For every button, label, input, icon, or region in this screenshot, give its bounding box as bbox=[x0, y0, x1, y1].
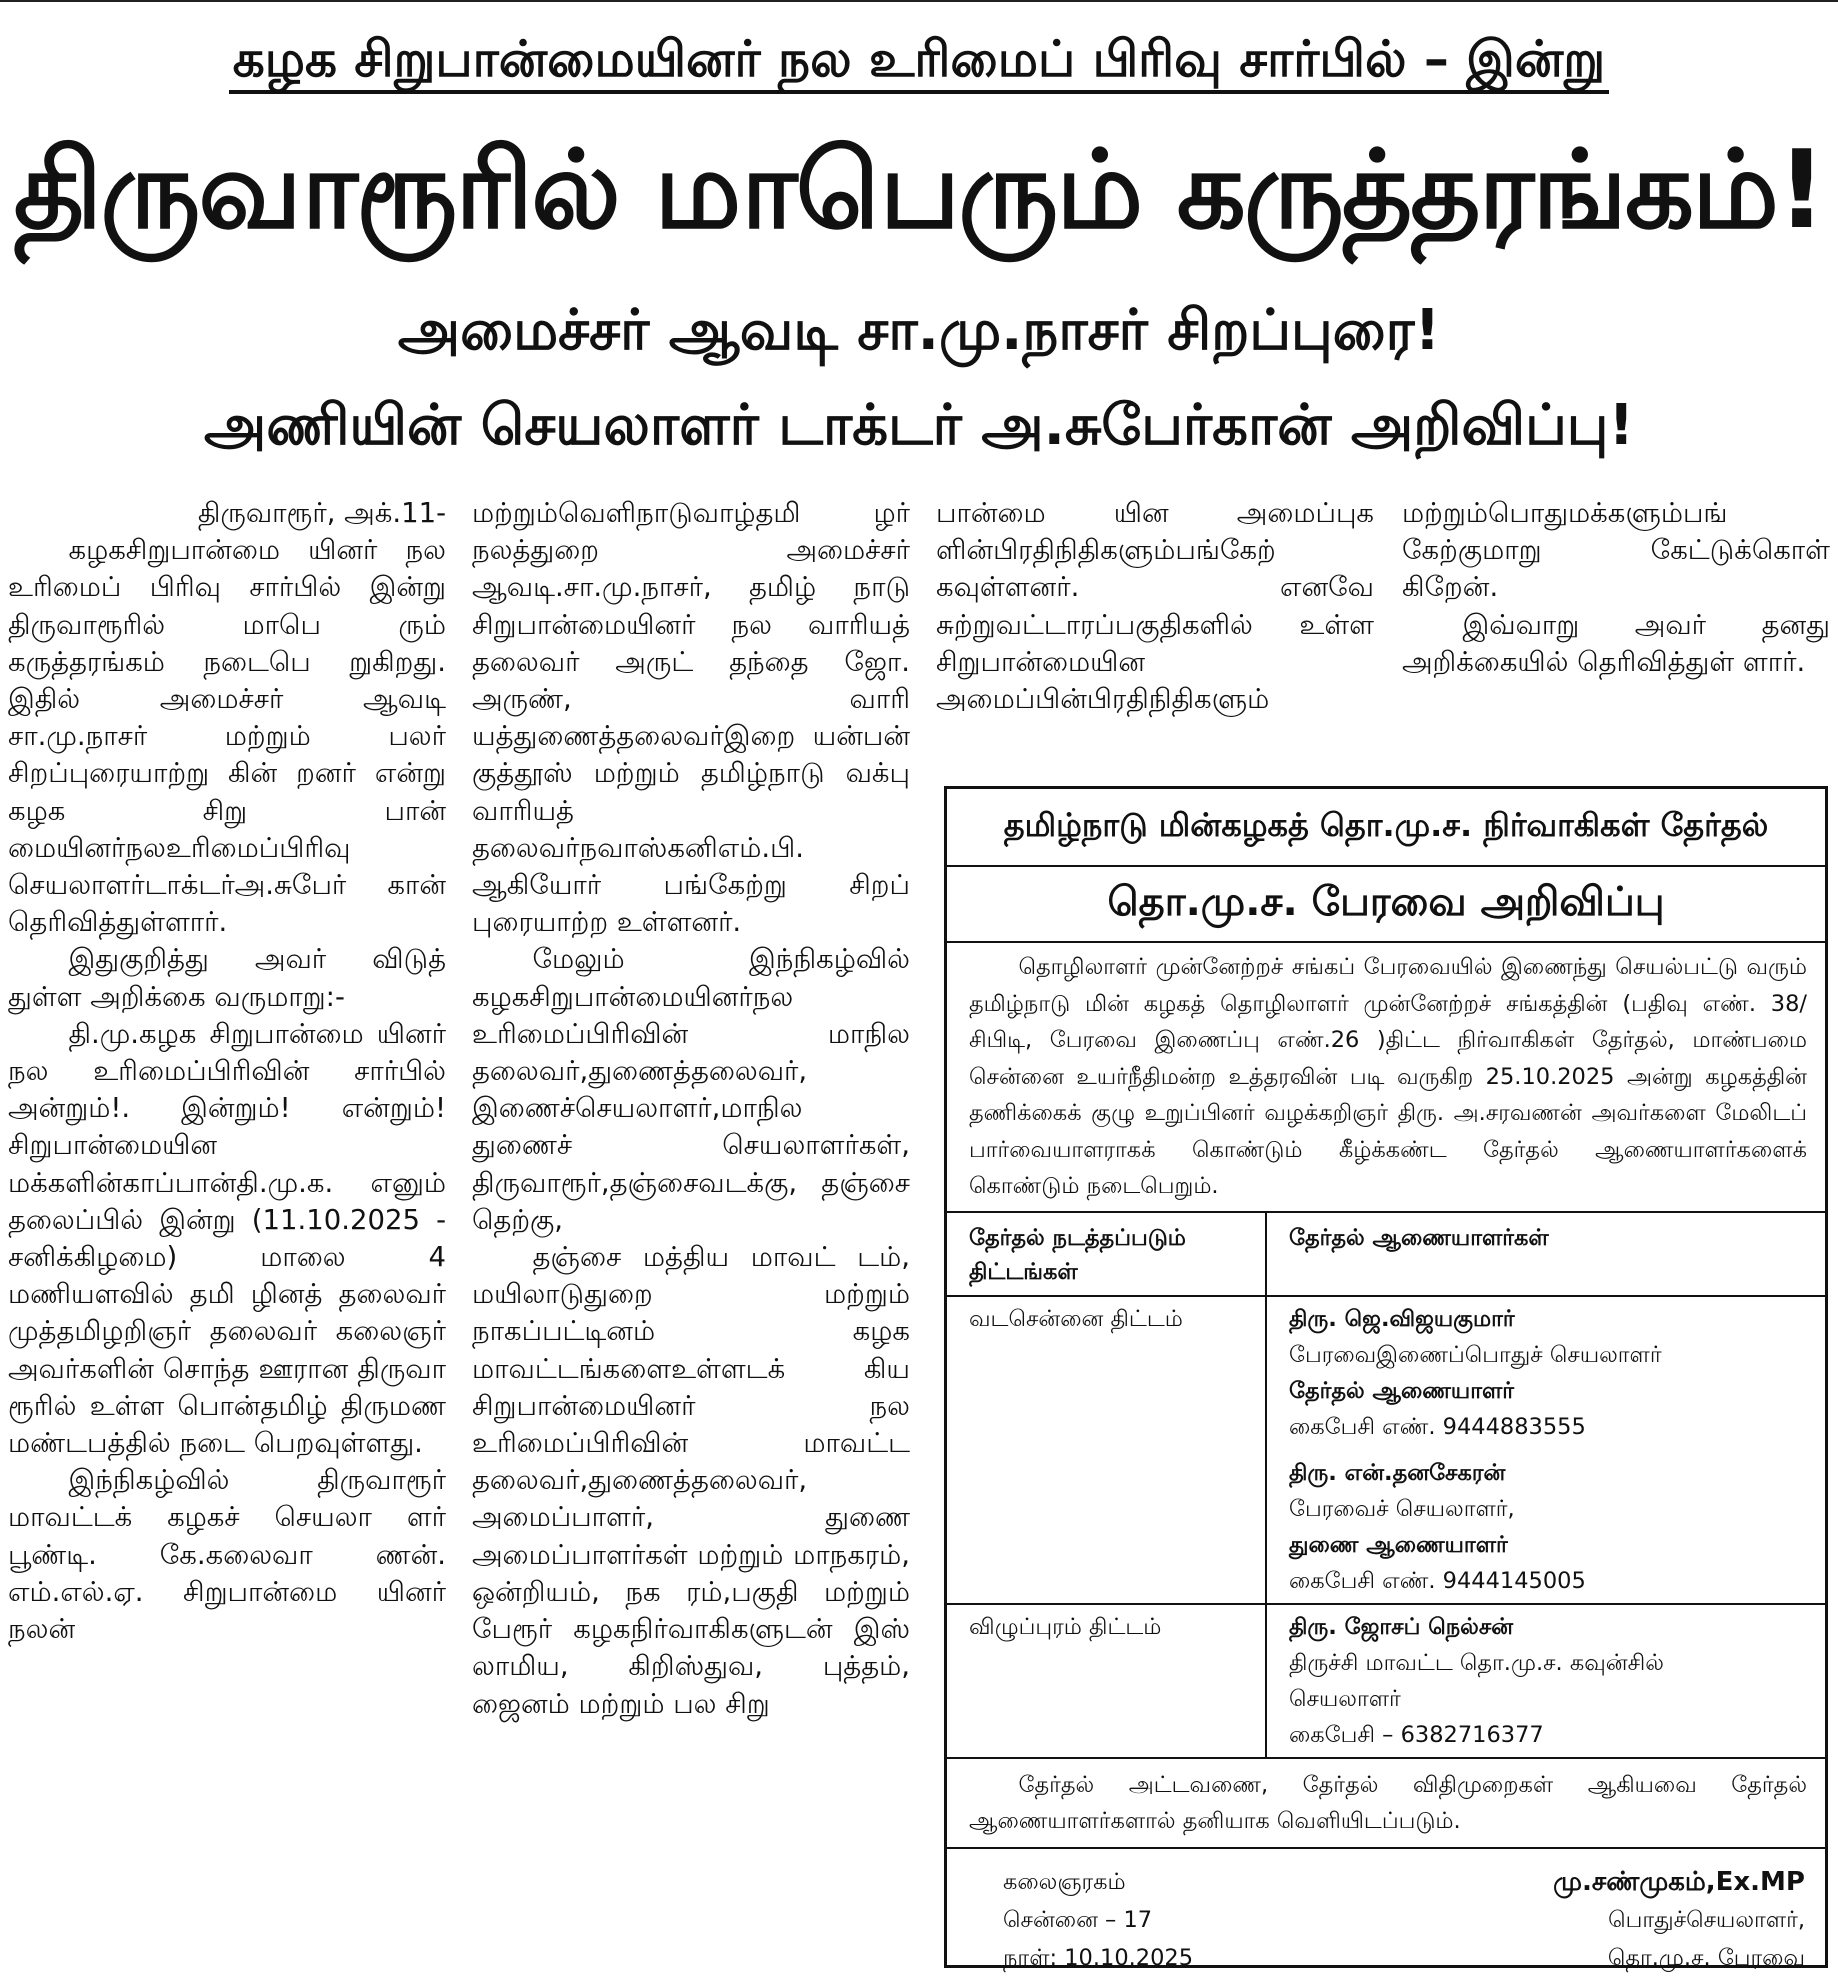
article-paragraph: பான்மை யின அமைப்புக ளின்பிரதிநிதிகளும்பங்கேற் கவுள்ளனர். எனவே சுற்றுவட்டாரப்பகுதிகளில் உள்ள சிறுபான்மையின அமைப்பின்பிரதிநிதிகளும் bbox=[936, 497, 1374, 716]
signatory-name: மு.சண்முகம்,Ex.MP bbox=[1553, 1866, 1805, 1897]
notice-body-text: தொழிலாளர் முன்னேற்றச் சங்கப் பேரவையில் இணைந்து செயல்பட்டு வரும் தமிழ்நாடு மின் கழகத் தொழிலாளர் முன்னேற்றச் சங்கத்தின் (பதிவு எண். 38/சிபிடி, பேரவை இணைப்பு எண்.26 )திட்ட நிர்வாகிகள் தேர்தல், மாண்பமை சென்னை உயர்நீதிமன்ற உத்தரவின் படி வருகிற 25.10.2025 அன்று கழகத்தின் தணிக்கைக் குழு உறுப்பினர் வழக்கறிஞர் திரு. அ.சரவணன் அவர்களை மேலிடப் பார்வையாளராகக் கொண்டும் கீழ்க்கண்ட தேர்தல் ஆணையாளர்களைக் கொண்டும் நடைபெறும். bbox=[969, 954, 1807, 1199]
table-header-officers: தேர்தல் ஆணையாளர்கள் bbox=[1266, 1213, 1825, 1296]
officer-post: பேரவைஇணைப்பொதுச் செயலாளர் bbox=[1289, 1341, 1662, 1368]
signatory-org: தொ.மு.ச. பேரவை bbox=[1607, 1944, 1805, 1971]
article-paragraph: இதுகுறித்து அவர் விடுத் துள்ள அறிக்கை வருமாறு:- bbox=[8, 943, 446, 1013]
officer-role: தேர்தல் ஆணையாளர் bbox=[1289, 1377, 1515, 1404]
dateline: திருவாரூர், அக்.11- bbox=[197, 497, 446, 529]
district-cell: விழுப்புரம் திட்டம் bbox=[947, 1604, 1266, 1758]
kicker-text: கழக சிறுபான்மையினர் நல உரிமைப் பிரிவு சார்பில் – இன்று bbox=[229, 30, 1609, 94]
officer-name: திரு. ஜெ.விஜயகுமார் bbox=[1289, 1305, 1515, 1332]
article-paragraph: கழகசிறுபான்மை யினர் நல உரிமைப் பிரிவு சார்பில் இன்று திருவாரூரில் மாபெ ரும் கருத்தரங்கம் நடைபெ றுகிறது. இதில் அமைச்சர் ஆவடி சா.மு.நாசர் மற்றும் பலர் சிறப்புரையாற்று கின் றனர் என்று கழக சிறு பான் மையினர்நலஉரிமைப்பிரிவு செயலாளர்டாக்டர்அ.சுபேர் கான் தெரிவித்துள்ளார். bbox=[8, 534, 446, 939]
article-paragraph: மற்றும்பொதுமக்களும்பங் கேற்குமாறு கேட்டுக்கொள் கிறேன். bbox=[1402, 497, 1830, 604]
officer-post: செயலாளர் bbox=[1289, 1685, 1401, 1712]
officers-cell bbox=[1266, 1296, 1825, 1604]
table-header-row bbox=[947, 1213, 1825, 1296]
subheadline-2: அணியின் செயலாளர் டாக்டர் அ.சுபேர்கான் அறிவிப்பு! bbox=[203, 393, 1635, 458]
officer-phone: கைபேசி எண். 9444883555 bbox=[1289, 1413, 1586, 1440]
sign-city: சென்னை – 17 bbox=[1003, 1906, 1153, 1933]
sign-date: நாள்: 10.10.2025 bbox=[1003, 1944, 1194, 1971]
article-paragraph: தி.மு.கழக சிறுபான்மை யினர் நல உரிமைப்பிரிவின் சார்பில் அன்றும்!. இன்றும்! என்றும்! சிறுபான்மையின மக்களின்காப்பான்தி.மு.க. எனும் தலைப்பில் இன்று (11.10.2025 - சனிக்கிழமை) மாலை 4 மணியளவில் தமி ழினத் தலைவர் முத்தமிழறிஞர் தலைவர் கலைஞர் அவர்களின் சொந்த ஊரான திருவா ரூரில் உள்ள பொன்தமிழ் திருமண மண்டபத்தில் நடை பெறவுள்ளது. bbox=[8, 1017, 446, 1460]
district-cell: வடசென்னை திட்டம் bbox=[947, 1296, 1266, 1604]
article-paragraph: மற்றும்வெளிநாடுவாழ்தமி ழர் நலத்துறை அமைச்சர் ஆவடி.சா.மு.நாசர், தமிழ் நாடு சிறுபான்மையினர் நல வாரியத் தலைவர் அருட் தந்தை ஜோ. அருண், வாரி யத்துணைத்தலைவர்இறை யன்பன் குத்தூஸ் மற்றும் தமிழ்நாடு வக்பு வாரியத் தலைவர்நவாஸ்கனிஎம்.பி. ஆகியோர் பங்கேற்று சிறப் புரையாற்ற உள்ளனர். bbox=[472, 497, 910, 939]
article-column-3 bbox=[936, 495, 1374, 718]
officer-phone: கைபேசி – 6382716377 bbox=[1289, 1721, 1544, 1748]
signature-left bbox=[1003, 1863, 1193, 1977]
officer-name: திரு. என்.தனசேகரன் bbox=[1289, 1459, 1506, 1486]
table-row bbox=[947, 1604, 1825, 1758]
article-paragraph: தஞ்சை மத்திய மாவட் டம், மயிலாடுதுறை மற்றும் நாகப்பட்டினம் கழக மாவட்டங்களைஉள்ளடக் கிய சிறுபான்மையினர் நல உரிமைப்பிரிவின் மாவட்ட தலைவர்,துணைத்தலைவர், அமைப்பாளர், துணை அமைப்பாளர்கள் மற்றும் மாநகரம், ஒன்றியம், நக ரம்,பகுதி மற்றும் பேரூர் கழகநிர்வாகிகளுடன் இஸ் லாமிய, கிறிஸ்துவ, புத்தம், ஜைனம் மற்றும் பல சிறு bbox=[472, 1241, 910, 1720]
signatory-title: பொதுச்செயலாளர், bbox=[1608, 1906, 1805, 1933]
officers-table bbox=[947, 1213, 1825, 1759]
kicker-line bbox=[0, 30, 1838, 95]
notice-title: தமிழ்நாடு மின்கழகத் தொ.மு.ச. நிர்வாகிகள் தேர்தல் bbox=[947, 789, 1825, 867]
notice-body bbox=[947, 943, 1825, 1213]
table-row bbox=[947, 1296, 1825, 1604]
notice-footnote bbox=[947, 1759, 1825, 1849]
officers-cell bbox=[1266, 1604, 1825, 1758]
table-header-districts: தேர்தல் நடத்தப்படும் திட்டங்கள் bbox=[947, 1213, 1266, 1296]
article-column-2 bbox=[472, 495, 910, 1723]
subheadline-1: அமைச்சர் ஆவடி சா.மு.நாசர் சிறப்புரை! bbox=[397, 298, 1441, 363]
article-column-1 bbox=[8, 495, 446, 1648]
notice-subtitle: தொ.மு.ச. பேரவை அறிவிப்பு bbox=[947, 867, 1825, 943]
main-headline: திருவாரூரில் மாபெரும் கருத்தரங்கம்! bbox=[13, 128, 1825, 253]
article-paragraph: மேலும் இந்நிகழ்வில் கழகசிறுபான்மையினர்நல உரிமைப்பிரிவின் மாநில தலைவர்,துணைத்தலைவர், இணைச்செயலாளர்,மாநில துணைச் செயலாளர்கள், திருவாரூர்,தஞ்சைவடக்கு, தஞ்சை தெற்கு, bbox=[472, 943, 910, 1236]
top-rule bbox=[0, 0, 1838, 2]
signature-right bbox=[1553, 1863, 1805, 1977]
officer-post: பேரவைச் செயலாளர், bbox=[1289, 1495, 1515, 1522]
officer-phone: கைபேசி எண். 9444145005 bbox=[1289, 1567, 1586, 1594]
signature-block bbox=[947, 1849, 1825, 1986]
officer-name: திரு. ஜோசப் நெல்சன் bbox=[1289, 1613, 1514, 1640]
article-column-4 bbox=[1402, 495, 1830, 681]
election-notice-box bbox=[944, 786, 1828, 1971]
officer-role: துணை ஆணையாளர் bbox=[1289, 1531, 1508, 1558]
sign-place: கலைஞரகம் bbox=[1003, 1868, 1126, 1895]
notice-footnote-text: தேர்தல் அட்டவணை, தேர்தல் விதிமுறைகள் ஆகியவை தேர்தல் ஆணையாளர்களால் தனியாக வெளியிடப்படும். bbox=[969, 1771, 1807, 1834]
article-paragraph: இந்நிகழ்வில் திருவாரூர் மாவட்டக் கழகச் செயலா ளர் பூண்டி. கே.கலைவா ணன். எம்.எல்.ஏ. சிறுபான்மை யினர் நலன் bbox=[8, 1464, 446, 1646]
officer-post: திருச்சி மாவட்ட தொ.மு.ச. கவுன்சில் bbox=[1289, 1649, 1664, 1676]
article-paragraph: இவ்வாறு அவர் தனது அறிக்கையில் தெரிவித்துள் ளார். bbox=[1402, 608, 1830, 678]
